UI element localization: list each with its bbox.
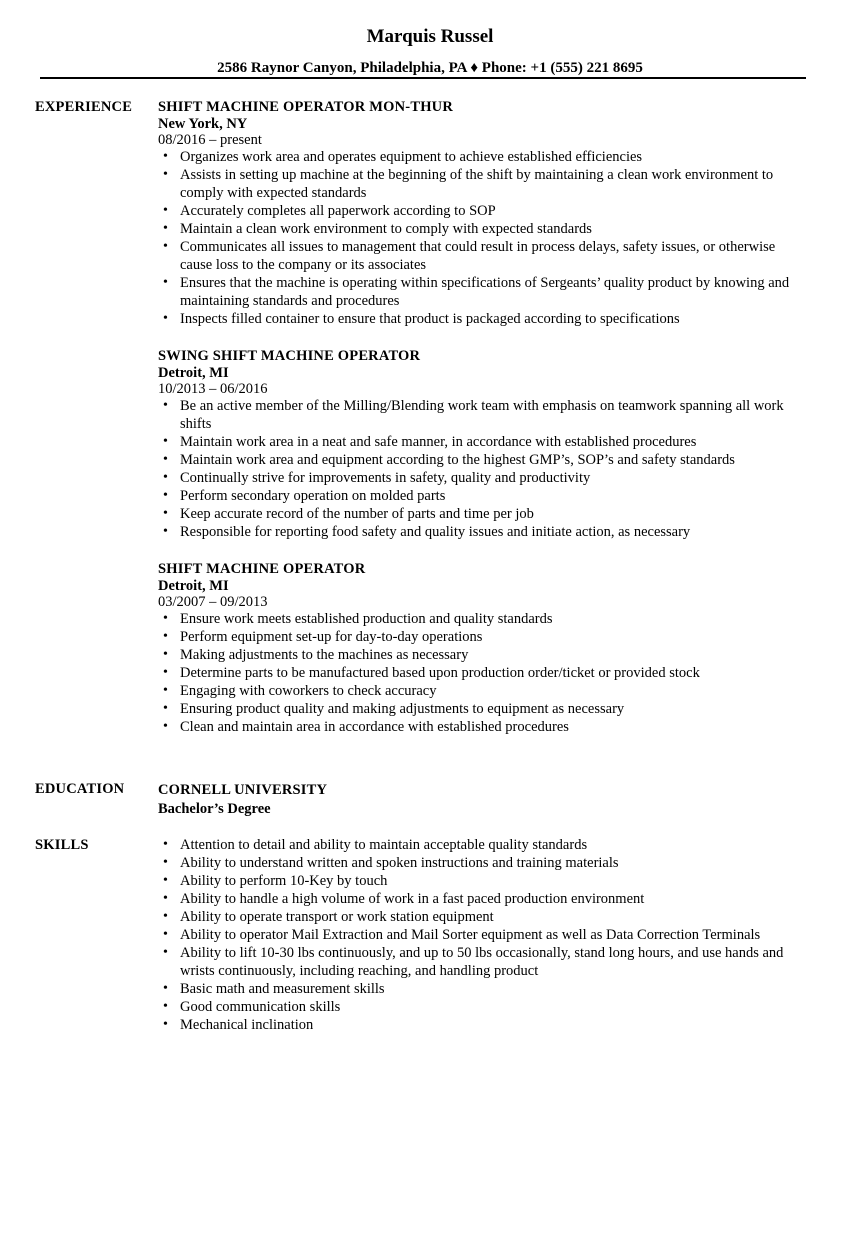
list-item: • Responsible for reporting food safety and quality issues and initiate action, as necessary xyxy=(163,524,691,540)
list-item: • Ability to handle a high volume of work in a fast paced production environment xyxy=(163,891,645,907)
bullet-icon: • xyxy=(163,275,168,290)
skills-list xyxy=(158,836,808,1034)
job-dates: 10/2013 – 06/2016 xyxy=(158,381,268,397)
job-title: SHIFT MACHINE OPERATOR MON-THUR xyxy=(158,99,454,115)
list-item: • Be an active member of the Milling/Blending work team with emphasis on teamwork spanning all work shifts xyxy=(163,398,784,432)
list-item: • Keep accurate record of the number of parts and time per job xyxy=(163,506,534,522)
bullet-icon: • xyxy=(163,167,168,182)
section-label-skills: SKILLS xyxy=(35,837,89,853)
bullet-icon: • xyxy=(163,981,168,996)
list-item: • Ability to lift 10-30 lbs continuously, and up to 50 lbs occasionally, stand long hours, and use hands and wrists continuously, including reaching, and handling product xyxy=(163,945,784,979)
job-dates: 08/2016 – present xyxy=(158,132,262,148)
job-bullets xyxy=(158,610,808,736)
bullet-icon: • xyxy=(163,701,168,716)
list-item: • Assists in setting up machine at the beginning of the shift by maintaining a clean work environment to comply with expected standards xyxy=(163,167,774,201)
list-item: • Inspects filled container to ensure that product is packaged according to specifications xyxy=(163,311,680,327)
list-item: • Determine parts to be manufactured based upon production order/ticket or provided stock xyxy=(163,665,700,681)
list-item: • Ensure work meets established production and quality standards xyxy=(163,611,553,627)
list-item: • Ensures that the machine is operating within specifications of Sergeants’ quality product by knowing and maintaining standards and procedures xyxy=(163,275,790,309)
list-item: • Ability to operate transport or work station equipment xyxy=(163,909,494,925)
bullet-icon: • xyxy=(163,452,168,467)
skills-body xyxy=(158,836,808,1034)
degree: Bachelor’s Degree xyxy=(158,801,271,817)
bullet-icon: • xyxy=(163,221,168,236)
bullet-icon: • xyxy=(163,488,168,503)
list-item: • Perform equipment set-up for day-to-day operations xyxy=(163,629,483,645)
bullet-icon: • xyxy=(163,470,168,485)
job-location: Detroit, MI xyxy=(158,365,229,381)
school-name: CORNELL UNIVERSITY xyxy=(158,782,328,798)
bullet-icon: • xyxy=(163,203,168,218)
list-item: • Accurately completes all paperwork according to SOP xyxy=(163,203,496,219)
bullet-icon: • xyxy=(163,311,168,326)
list-item: • Basic math and measurement skills xyxy=(163,981,385,997)
bullet-icon: • xyxy=(163,909,168,924)
list-item: • Clean and maintain area in accordance with established procedures xyxy=(163,719,569,735)
job-entry xyxy=(158,560,808,736)
bullet-icon: • xyxy=(163,239,168,254)
bullet-icon: • xyxy=(163,647,168,662)
bullet-icon: • xyxy=(163,149,168,164)
bullet-icon: • xyxy=(163,524,168,539)
bullet-icon: • xyxy=(163,945,168,960)
list-item: • Ability to operator Mail Extraction and Mail Sorter equipment as well as Data Correction Terminals xyxy=(163,927,761,943)
bullet-icon: • xyxy=(163,611,168,626)
list-item: • Organizes work area and operates equipment to achieve established efficiencies xyxy=(163,149,643,165)
candidate-name: Marquis Russel xyxy=(366,26,494,47)
list-item: • Engaging with coworkers to check accuracy xyxy=(163,683,437,699)
list-item: • Ability to perform 10-Key by touch xyxy=(163,873,388,889)
bullet-icon: • xyxy=(163,719,168,734)
bullet-icon: • xyxy=(163,891,168,906)
job-title: SWING SHIFT MACHINE OPERATOR xyxy=(158,348,421,364)
job-dates: 03/2007 – 09/2013 xyxy=(158,594,268,610)
bullet-icon: • xyxy=(163,837,168,852)
bullet-icon: • xyxy=(163,434,168,449)
bullet-icon: • xyxy=(163,855,168,870)
job-bullets xyxy=(158,148,808,328)
bullet-icon: • xyxy=(163,1017,168,1032)
section-label-education: EDUCATION xyxy=(35,781,125,797)
list-item: • Good communication skills xyxy=(163,999,341,1015)
bullet-icon: • xyxy=(163,665,168,680)
list-item: • Mechanical inclination xyxy=(163,1017,314,1033)
bullet-icon: • xyxy=(163,873,168,888)
experience-body xyxy=(158,98,808,755)
list-item: • Continually strive for improvements in safety, quality and productivity xyxy=(163,470,591,486)
bullet-icon: • xyxy=(163,398,168,413)
job-location: New York, NY xyxy=(158,116,248,132)
bullet-icon: • xyxy=(163,999,168,1014)
list-item: • Ensuring product quality and making adjustments to equipment as necessary xyxy=(163,701,625,717)
list-item: • Communicates all issues to management that could result in process delays, safety issues, or otherwise cause loss to the company or its associates xyxy=(163,239,776,273)
job-title: SHIFT MACHINE OPERATOR xyxy=(158,561,366,577)
list-item: • Ability to understand written and spoken instructions and training materials xyxy=(163,855,619,871)
list-item: • Maintain work area in a neat and safe manner, in accordance with established procedures xyxy=(163,434,697,450)
list-item: • Maintain work area and equipment according to the highest GMP’s, SOP’s and safety standards xyxy=(163,452,735,468)
job-location: Detroit, MI xyxy=(158,578,229,594)
header-divider xyxy=(40,77,806,79)
section-label-experience: EXPERIENCE xyxy=(35,99,133,115)
contact-line: 2586 Raynor Canyon, Philadelphia, PA ♦ Phone: +1 (555) 221 8695 xyxy=(217,60,643,76)
list-item: • Maintain a clean work environment to comply with expected standards xyxy=(163,221,592,237)
bullet-icon: • xyxy=(163,629,168,644)
list-item: • Making adjustments to the machines as necessary xyxy=(163,647,469,663)
education-body xyxy=(158,780,808,818)
bullet-icon: • xyxy=(163,506,168,521)
job-bullets xyxy=(158,397,808,541)
bullet-icon: • xyxy=(163,927,168,942)
list-item: • Perform secondary operation on molded parts xyxy=(163,488,446,504)
job-entry xyxy=(158,98,808,328)
bullet-icon: • xyxy=(163,683,168,698)
list-item: • Attention to detail and ability to maintain acceptable quality standards xyxy=(163,837,588,853)
job-entry xyxy=(158,347,808,541)
